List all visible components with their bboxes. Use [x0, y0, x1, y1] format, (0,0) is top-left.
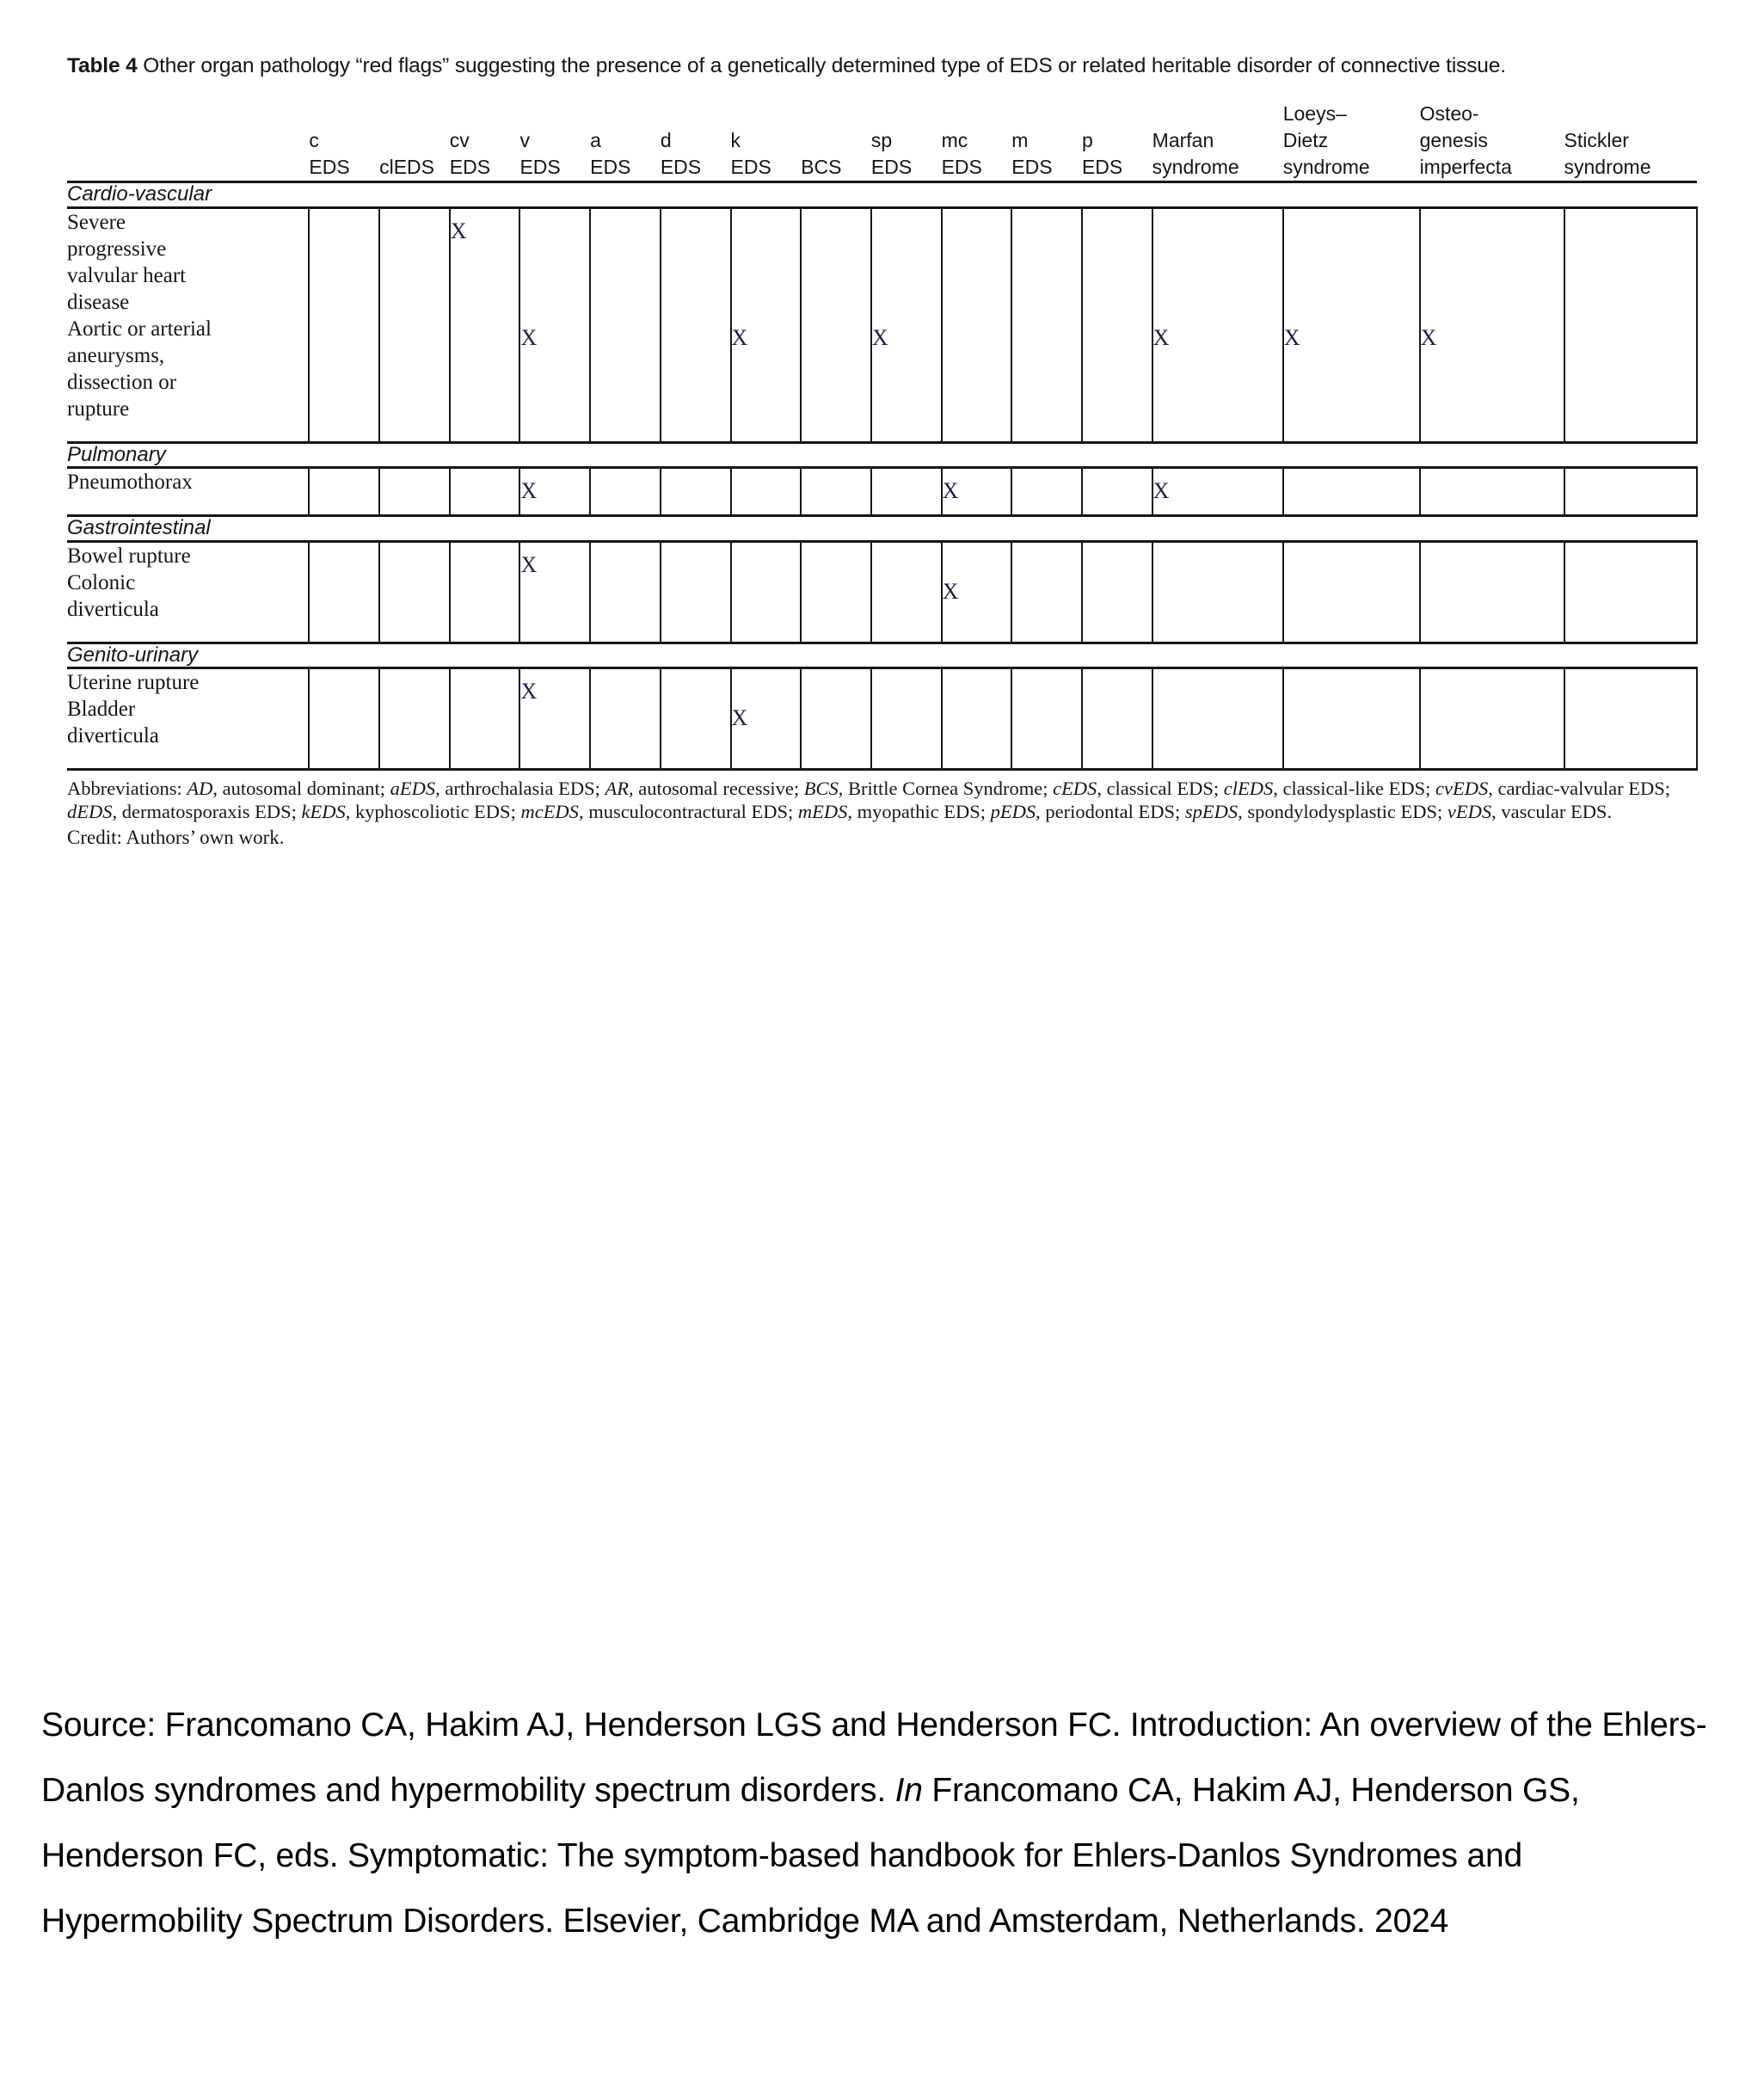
mark-x: X	[520, 324, 538, 350]
row-label-line: progressive	[67, 237, 167, 261]
mark-x: X	[1152, 478, 1170, 504]
footnote-prefix: Abbreviations:	[67, 777, 187, 799]
column-header-line: EDS	[660, 156, 702, 179]
column-header-line	[379, 127, 450, 154]
row-label-line: Uterine rupture	[67, 670, 200, 694]
table-row	[67, 468, 1697, 516]
row-label-header	[67, 101, 309, 182]
abbrev-term: clEDS	[1223, 777, 1274, 799]
row-label-line: Severe	[67, 210, 126, 234]
row-label-group	[67, 468, 309, 516]
cell-genito-urinary-stickler	[1564, 667, 1698, 769]
cell-pulmonary-BCS	[801, 468, 871, 516]
column-header-line: syndrome	[1152, 156, 1239, 179]
mark-x: X	[450, 218, 467, 243]
column-header-line: syndrome	[1282, 156, 1370, 179]
cell-gastrointestinal-pEDS	[1082, 541, 1152, 643]
abbrev-definition: , autosomal recessive;	[629, 777, 804, 799]
abbrev-definition: , dermatosporaxis EDS;	[112, 801, 302, 823]
column-header-BCS	[801, 101, 871, 182]
cell-cardio-vascular-loeys	[1283, 207, 1420, 442]
abbrev-term: mEDS	[797, 801, 848, 823]
cell-cardio-vascular-mEDS	[1011, 207, 1082, 442]
row-label-line: diverticula	[67, 723, 159, 747]
column-header-line	[309, 101, 379, 127]
column-header-loeys	[1283, 101, 1420, 182]
column-header-line: mc	[941, 129, 968, 152]
column-header-line	[801, 101, 871, 127]
column-header-line: EDS	[1011, 156, 1053, 179]
abbrev-definition: , cardiac-valvular EDS;	[1488, 777, 1670, 799]
column-header-line: syndrome	[1564, 156, 1651, 179]
cell-genito-urinary-cvEDS	[450, 667, 520, 769]
cell-genito-urinary-marfan	[1152, 667, 1283, 769]
section-row	[67, 182, 1697, 207]
column-header-stickler	[1564, 101, 1698, 182]
table-caption	[67, 53, 1695, 78]
row-label-line: dissection or	[67, 370, 177, 394]
column-header-line: imperfecta	[1419, 156, 1512, 179]
column-header-line: EDS	[1081, 156, 1123, 179]
abbrev-term: AR	[605, 777, 630, 799]
mark-x: X	[1152, 324, 1170, 350]
cell-pulmonary-cEDS	[309, 468, 379, 516]
column-header-line	[519, 101, 590, 127]
cell-pulmonary-aEDS	[590, 468, 661, 516]
abbrev-definition: , Brittle Cornea Syndrome;	[838, 777, 1054, 799]
column-header-line	[801, 127, 871, 154]
column-header-line: EDS	[449, 156, 491, 179]
column-header-line: EDS	[941, 156, 982, 179]
abbrev-term: aEDS	[390, 777, 436, 799]
table-number: Table 4	[67, 54, 138, 77]
column-header-line: clEDS	[379, 156, 434, 179]
mark-x: X	[520, 478, 538, 504]
column-header-line: k	[730, 129, 741, 152]
table-caption-text: Other organ pathology “red flags” suggesting the presence of a genetically determined type of EDS or related heritable disorder of connective tissue.	[143, 54, 1506, 77]
cell-gastrointestinal-mcEDS	[942, 541, 1012, 643]
row-label-line: diverticula	[67, 597, 159, 621]
abbrev-term: pEDS	[990, 801, 1036, 823]
cell-pulmonary-marfan	[1152, 468, 1283, 516]
table-header	[67, 101, 1697, 182]
abbrev-term: dEDS	[67, 801, 113, 823]
cell-cardio-vascular-vEDS	[519, 207, 590, 442]
cell-pulmonary-oi	[1420, 468, 1564, 516]
cell-pulmonary-cvEDS	[450, 468, 520, 516]
column-header-marfan	[1152, 101, 1283, 182]
row-label-group	[67, 667, 309, 769]
section-title-cardio-vascular: Cardio-vascular	[67, 182, 1697, 207]
cell-gastrointestinal-vEDS	[519, 541, 590, 643]
cell-genito-urinary-oi	[1420, 667, 1564, 769]
mark-x: X	[731, 704, 748, 730]
cell-cardio-vascular-oi	[1420, 207, 1564, 442]
column-header-line: Marfan	[1152, 129, 1214, 152]
cell-gastrointestinal-aEDS	[590, 541, 661, 643]
cell-genito-urinary-mEDS	[1011, 667, 1082, 769]
row-label-group	[67, 207, 309, 442]
credit-line: Credit: Authors’ own work.	[67, 826, 285, 848]
cell-cardio-vascular-cEDS	[309, 207, 379, 442]
cell-genito-urinary-pEDS	[1082, 667, 1152, 769]
cell-cardio-vascular-stickler	[1564, 207, 1698, 442]
table-row	[67, 207, 1697, 442]
abbrev-definition: , classical-like EDS;	[1273, 777, 1435, 799]
column-header-line: p	[1081, 129, 1093, 152]
mark-x: X	[942, 578, 959, 604]
abbrev-definition: , periodontal EDS;	[1036, 801, 1185, 823]
column-header-spEDS	[871, 101, 942, 182]
cell-gastrointestinal-spEDS	[871, 541, 942, 643]
section-row	[67, 643, 1697, 667]
abbrev-term: spEDS	[1184, 801, 1238, 823]
cell-gastrointestinal-cEDS	[309, 541, 379, 643]
cell-pulmonary-kEDS	[731, 468, 802, 516]
cell-cardio-vascular-spEDS	[871, 207, 942, 442]
cell-cardio-vascular-mcEDS	[942, 207, 1012, 442]
cell-gastrointestinal-oi	[1420, 541, 1564, 643]
source-text-part2: Francomano CA, Hakim AJ, Henderson GS, Henderson FC, eds. Symptomatic: The symptom-based handbook for Ehlers-Danlos Syndromes and Hypermobility Spectrum Disorders. Elsevier, Cambridge MA and Amsterdam, Netherlands. 2024	[41, 1772, 1580, 1940]
mark-x: X	[731, 324, 748, 350]
column-header-dEDS	[661, 101, 731, 182]
table-row	[67, 667, 1697, 769]
column-header-line: BCS	[801, 156, 842, 179]
section-row	[67, 442, 1697, 467]
mark-x: X	[1420, 324, 1437, 350]
row-label-line: Colonic	[67, 570, 136, 594]
cell-cardio-vascular-BCS	[801, 207, 871, 442]
column-header-oi	[1420, 101, 1564, 182]
abbrev-term: vEDS	[1447, 801, 1492, 823]
abbrev-term: AD	[187, 777, 213, 799]
table-body	[67, 182, 1697, 770]
row-label-line: Aortic or arterial	[67, 317, 212, 341]
column-header-line: genesis	[1419, 129, 1488, 152]
abbreviations-footnote	[67, 777, 1698, 824]
source-in-italic: In	[894, 1772, 923, 1809]
column-header-line	[871, 101, 942, 127]
cell-gastrointestinal-dEDS	[661, 541, 731, 643]
column-header-line: EDS	[730, 156, 771, 179]
table-header-row	[67, 101, 1697, 182]
abbrev-definition: , spondylodysplastic EDS;	[1238, 801, 1447, 823]
mark-x: X	[871, 324, 888, 350]
column-header-line: cv	[449, 129, 470, 152]
cell-gastrointestinal-marfan	[1152, 541, 1283, 643]
column-header-line: Stickler	[1564, 129, 1629, 152]
column-header-line	[661, 101, 731, 127]
abbrev-definition: , autosomal dominant;	[212, 777, 390, 799]
row-label-line: Pneumothorax	[67, 471, 193, 495]
abbrev-term: BCS	[803, 777, 839, 799]
cell-cardio-vascular-marfan	[1152, 207, 1283, 442]
abbrev-term: cEDS	[1053, 777, 1097, 799]
column-header-mEDS	[1011, 101, 1082, 182]
cell-cardio-vascular-dEDS	[661, 207, 731, 442]
source-text-part1: Source: Francomano CA, Hakim AJ, Henderson LGS and Henderson FC. Introduction: An overview of the Ehlers-Danlos syndromes and hypermobility spectrum disorders.	[41, 1707, 1707, 1809]
column-header-line	[1011, 101, 1082, 127]
cell-pulmonary-loeys	[1283, 468, 1420, 516]
cell-genito-urinary-cEDS	[309, 667, 379, 769]
column-header-line: Dietz	[1282, 129, 1329, 152]
cell-gastrointestinal-clEDS	[379, 541, 450, 643]
cell-cardio-vascular-cvEDS	[450, 207, 520, 442]
column-header-line: a	[590, 129, 601, 152]
column-header-line	[1152, 101, 1283, 127]
section-title-gastrointestinal: Gastrointestinal	[67, 516, 1697, 541]
abbrev-definition: , vascular EDS.	[1491, 801, 1613, 823]
cell-pulmonary-dEDS	[661, 468, 731, 516]
column-header-line: c	[309, 129, 319, 152]
column-header-line	[379, 101, 450, 127]
section-title-genito-urinary: Genito-urinary	[67, 643, 1697, 667]
red-flags-table	[67, 101, 1698, 771]
cell-pulmonary-mcEDS	[942, 468, 1012, 516]
cell-genito-urinary-dEDS	[661, 667, 731, 769]
column-header-aEDS	[590, 101, 661, 182]
cell-genito-urinary-loeys	[1283, 667, 1420, 769]
abbrev-term: mcEDS	[520, 801, 579, 823]
column-header-line	[942, 101, 1012, 127]
column-header-cEDS	[309, 101, 379, 182]
column-header-line	[450, 101, 520, 127]
mark-x: X	[520, 678, 538, 704]
cell-genito-urinary-kEDS	[731, 667, 802, 769]
abbrev-term: cvEDS	[1435, 777, 1489, 799]
cell-cardio-vascular-aEDS	[590, 207, 661, 442]
mark-x: X	[520, 551, 538, 577]
column-header-line: Osteo-	[1419, 102, 1479, 126]
column-header-line: sp	[870, 129, 893, 152]
mark-x: X	[1283, 324, 1300, 350]
cell-genito-urinary-clEDS	[379, 667, 450, 769]
row-label-line: disease	[67, 290, 130, 314]
cell-pulmonary-spEDS	[871, 468, 942, 516]
column-header-pEDS	[1082, 101, 1152, 182]
abbrev-definition: , arthrochalasia EDS;	[435, 777, 605, 799]
abbrev-term: kEDS	[301, 801, 346, 823]
row-label-line: valvular heart	[67, 263, 187, 287]
column-header-cvEDS	[450, 101, 520, 182]
cell-gastrointestinal-kEDS	[731, 541, 802, 643]
row-label-line: rupture	[67, 397, 130, 421]
cell-genito-urinary-aEDS	[590, 667, 661, 769]
mark-x: X	[942, 478, 959, 504]
column-header-line: m	[1011, 129, 1029, 152]
cell-genito-urinary-BCS	[801, 667, 871, 769]
cell-pulmonary-mEDS	[1011, 468, 1082, 516]
cell-pulmonary-stickler	[1564, 468, 1698, 516]
column-header-vEDS	[519, 101, 590, 182]
abbrev-definition: , musculocontractural EDS;	[578, 801, 798, 823]
section-title-pulmonary: Pulmonary	[67, 442, 1697, 467]
cell-pulmonary-clEDS	[379, 468, 450, 516]
column-header-line	[731, 101, 802, 127]
cell-cardio-vascular-kEDS	[731, 207, 802, 442]
cell-genito-urinary-mcEDS	[942, 667, 1012, 769]
source-citation	[41, 1693, 1727, 1954]
column-header-line	[1564, 101, 1698, 127]
cell-gastrointestinal-cvEDS	[450, 541, 520, 643]
column-header-line	[1082, 101, 1152, 127]
column-header-line: EDS	[870, 156, 913, 179]
cell-gastrointestinal-BCS	[801, 541, 871, 643]
row-label-line: Bowel rupture	[67, 544, 191, 568]
column-header-clEDS	[379, 101, 450, 182]
column-header-mcEDS	[942, 101, 1012, 182]
section-row	[67, 516, 1697, 541]
row-label-group	[67, 541, 309, 643]
cell-cardio-vascular-pEDS	[1082, 207, 1152, 442]
cell-gastrointestinal-mEDS	[1011, 541, 1082, 643]
cell-pulmonary-pEDS	[1082, 468, 1152, 516]
column-header-line: EDS	[590, 156, 631, 179]
cell-gastrointestinal-stickler	[1564, 541, 1698, 643]
column-header-line: EDS	[309, 156, 350, 179]
column-header-line	[590, 101, 661, 127]
cell-gastrointestinal-loeys	[1283, 541, 1420, 643]
column-header-line: EDS	[519, 156, 561, 179]
column-header-kEDS	[731, 101, 802, 182]
row-label-line: Bladder	[67, 697, 136, 721]
abbrev-definition: , classical EDS;	[1097, 777, 1224, 799]
column-header-line: v	[519, 129, 530, 152]
abbrev-definition: , kyphoscoliotic EDS;	[345, 801, 521, 823]
cell-genito-urinary-spEDS	[871, 667, 942, 769]
column-header-line: Loeys–	[1282, 102, 1347, 126]
row-label-line: aneurysms,	[67, 343, 165, 367]
table-row	[67, 541, 1697, 643]
column-header-line: d	[660, 129, 672, 152]
cell-genito-urinary-vEDS	[519, 667, 590, 769]
abbrev-definition: , myopathic EDS;	[847, 801, 991, 823]
cell-pulmonary-vEDS	[519, 468, 590, 516]
cell-cardio-vascular-clEDS	[379, 207, 450, 442]
